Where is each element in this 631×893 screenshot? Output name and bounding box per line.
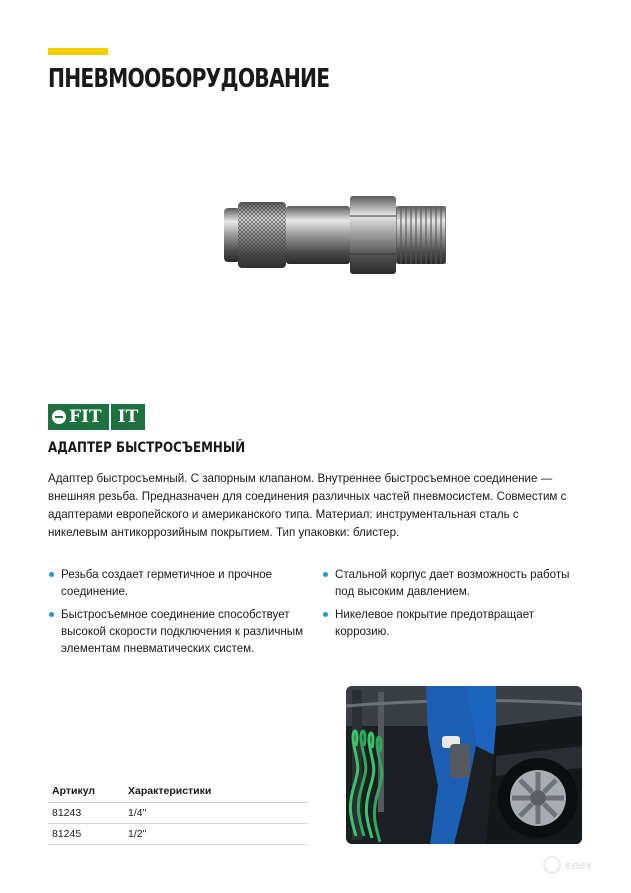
cell-spec: 1/2" [124,824,308,845]
column-header-specs: Характеристики [124,783,308,803]
page-title: ПНЕВМООБОРУДОВАНИЕ [48,64,330,94]
footer-logo-text: enex [565,858,593,872]
feature-item: Быстросъемное соединение способствует высокой скорости подключения к различным элементам пневматических систем. [48,606,310,657]
brand-part2: IT [117,407,139,427]
brand-part1: FIT [69,407,102,427]
table-header-row [48,783,308,803]
footer-logo-icon [543,856,561,874]
brand-logo-it [111,404,146,430]
product-image [210,180,460,290]
brand-circle-icon [52,410,66,424]
cell-article: 81243 [48,803,124,824]
brand-logo-fit [48,404,109,430]
spec-table [48,783,308,845]
product-description: Адаптер быстросъемный. С запорным клапаном. Внутреннее быстросъемное соединение — внешняя резьба. Предназначен для соединения различных частей пневмосистем. Совместим с адаптерами европейского и американского типа. Материал: инструментальная сталь с никелевым антикоррозийным покрытием. Тип упаковки: блистер. [48,472,567,539]
cell-spec: 1/4" [124,803,308,824]
feature-item: Никелевое покрытие предотвращает коррозию. [322,606,584,640]
features-left [48,566,310,663]
table-row [48,824,308,845]
features-right [322,566,584,646]
column-header-article: Артикул [48,783,124,803]
feature-item: Стальной корпус дает возможность работы под высоким давлением. [322,566,584,600]
cell-article: 81245 [48,824,124,845]
product-name: АДАПТЕР БЫСТРОСЪЕМНЫЙ [48,440,246,456]
accent-bar [48,48,108,55]
brand-logo [48,404,145,430]
footer-logo [543,856,592,874]
table-row [48,803,308,824]
feature-item: Резьба создает герметичное и прочное соединение. [48,566,310,600]
usage-photo [346,686,582,844]
